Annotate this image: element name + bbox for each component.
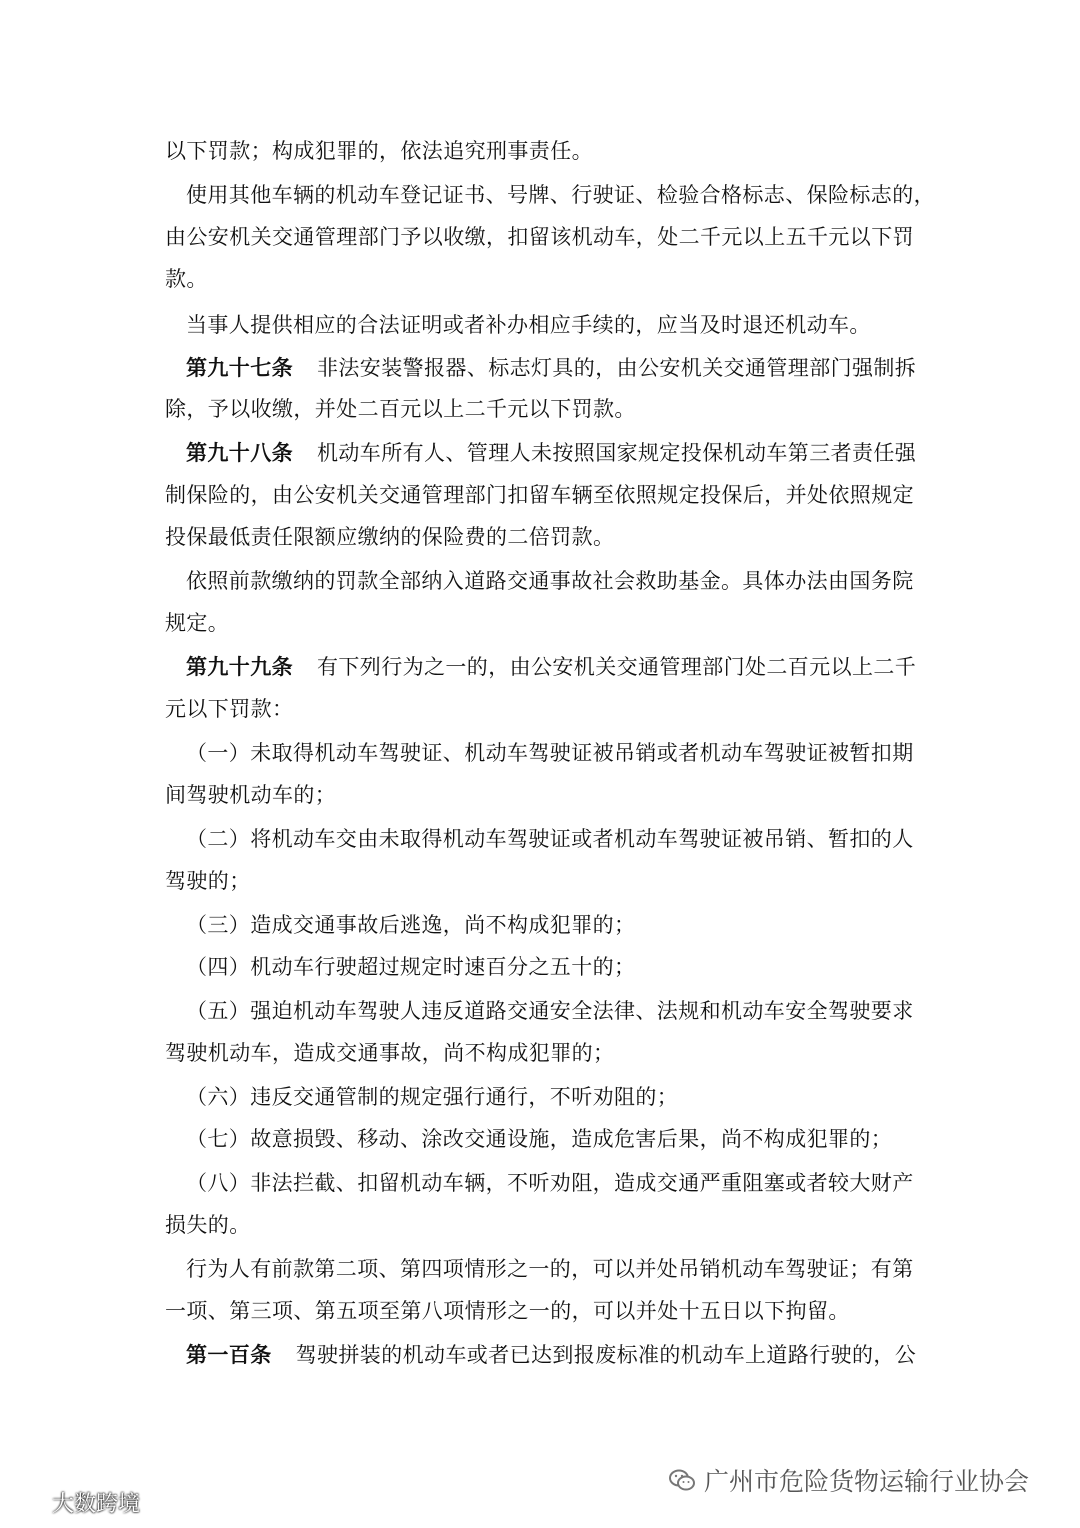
text-line [165,1296,850,1326]
line-text: （四）机动车行驶超过规定时速百分之五十的； [186,955,636,979]
watermark-left-text: 大数跨境 [52,1491,141,1517]
text-line [186,353,916,383]
line-text: 投保最低责任限额应缴纳的保险费的二倍罚款。 [165,525,615,549]
text-line [165,1210,251,1240]
line-text: 损失的。 [165,1213,251,1237]
text-line [186,438,916,468]
line-text: 依照前款缴纳的罚款全部纳入道路交通事故社会救助基金。具体办法由国务院 [186,569,914,593]
text-line [165,694,293,724]
line-text: 以下罚款；构成犯罪的，依法追究刑事责任。 [165,139,593,163]
text-line [186,738,914,768]
line-text: 驾驶的； [165,869,251,893]
text-line [186,566,914,596]
text-line [186,310,871,340]
text-line [186,910,635,940]
line-text: 款。 [165,267,208,291]
line-text: （三）造成交通事故后逃逸，尚不构成犯罪的； [186,913,636,937]
text-line [165,394,636,424]
line-text: 当事人提供相应的合法证明或者补办相应手续的，应当及时退还机动车。 [186,313,871,337]
line-text: 元以下罚款： [165,697,294,721]
line-text: 非法安装警报器、标志灯具的，由公安机关交通管理部门强制拆 [317,356,917,380]
line-text: 一项、第三项、第五项至第八项情形之一的，可以并处十五日以下拘留。 [165,1299,850,1323]
watermark-left [6,1487,140,1517]
line-text: （八）非法拦截、扣留机动车辆，不听劝阻，造成交通严重阻塞或者较大财产 [186,1171,914,1195]
article-number: 第九十九条 [186,654,293,679]
line-text: 除，予以收缴，并处二百元以上二千元以下罚款。 [165,397,636,421]
text-line [186,180,935,210]
line-text: 驾驶拼装的机动车或者已达到报废标准的机动车上道路行驶的，公 [295,1343,917,1367]
text-line [165,522,614,552]
text-line [186,1168,914,1198]
text-line [186,996,914,1026]
text-line [165,780,336,810]
dashu-logo-icon [6,1491,46,1513]
text-line [165,480,914,510]
watermark-right [668,1460,1029,1500]
text-line [186,1254,914,1284]
line-text: 由公安机关交通管理部门予以收缴，扣留该机动车，处二千元以上五千元以下罚 [165,225,914,249]
text-line [186,652,916,682]
article-number: 第九十七条 [186,355,293,380]
text-line [186,1124,892,1154]
wechat-icon [668,1468,696,1492]
line-text: 间驾驶机动车的； [165,783,337,807]
line-text: 使用其他车辆的机动车登记证书、号牌、行驶证、检验合格标志、保险标志的， [186,183,935,207]
line-text: 规定。 [165,611,230,635]
line-text: 机动车所有人、管理人未按照国家规定投保机动车第三者责任强 [317,441,917,465]
article-number: 第一百条 [186,1342,272,1367]
article-number: 第九十八条 [186,440,293,465]
text-line [165,222,914,252]
text-line [165,136,593,166]
text-line [165,608,229,638]
line-text: （七）故意损毁、移动、涂改交通设施，造成危害后果，尚不构成犯罪的； [186,1127,893,1151]
text-line [186,1340,916,1370]
line-text: 驾驶机动车，造成交通事故，尚不构成犯罪的； [165,1041,615,1065]
text-line [186,1082,678,1112]
text-line [165,264,208,294]
line-text: （五）强迫机动车驾驶人违反道路交通安全法律、法规和机动车安全驾驶要求 [186,999,914,1023]
line-text: （六）违反交通管制的规定强行通行，不听劝阻的； [186,1085,679,1109]
line-text: 有下列行为之一的，由公安机关交通管理部门处二百元以上二千 [317,655,917,679]
line-text: 制保险的，由公安机关交通管理部门扣留车辆至依照规定投保后，并处依照规定 [165,483,914,507]
text-line [186,824,914,854]
text-line [165,866,251,896]
text-line [186,952,635,982]
text-line [165,1038,614,1068]
watermark-right-text: 广州市危险货物运输行业协会 [704,1467,1030,1496]
line-text: 行为人有前款第二项、第四项情形之一的，可以并处吊销机动车驾驶证；有第 [186,1257,914,1281]
line-text: （二）将机动车交由未取得机动车驾驶证或者机动车驾驶证被吊销、暂扣的人 [186,827,914,851]
line-text: （一）未取得机动车驾驶证、机动车驾驶证被吊销或者机动车驾驶证被暂扣期 [186,741,914,765]
